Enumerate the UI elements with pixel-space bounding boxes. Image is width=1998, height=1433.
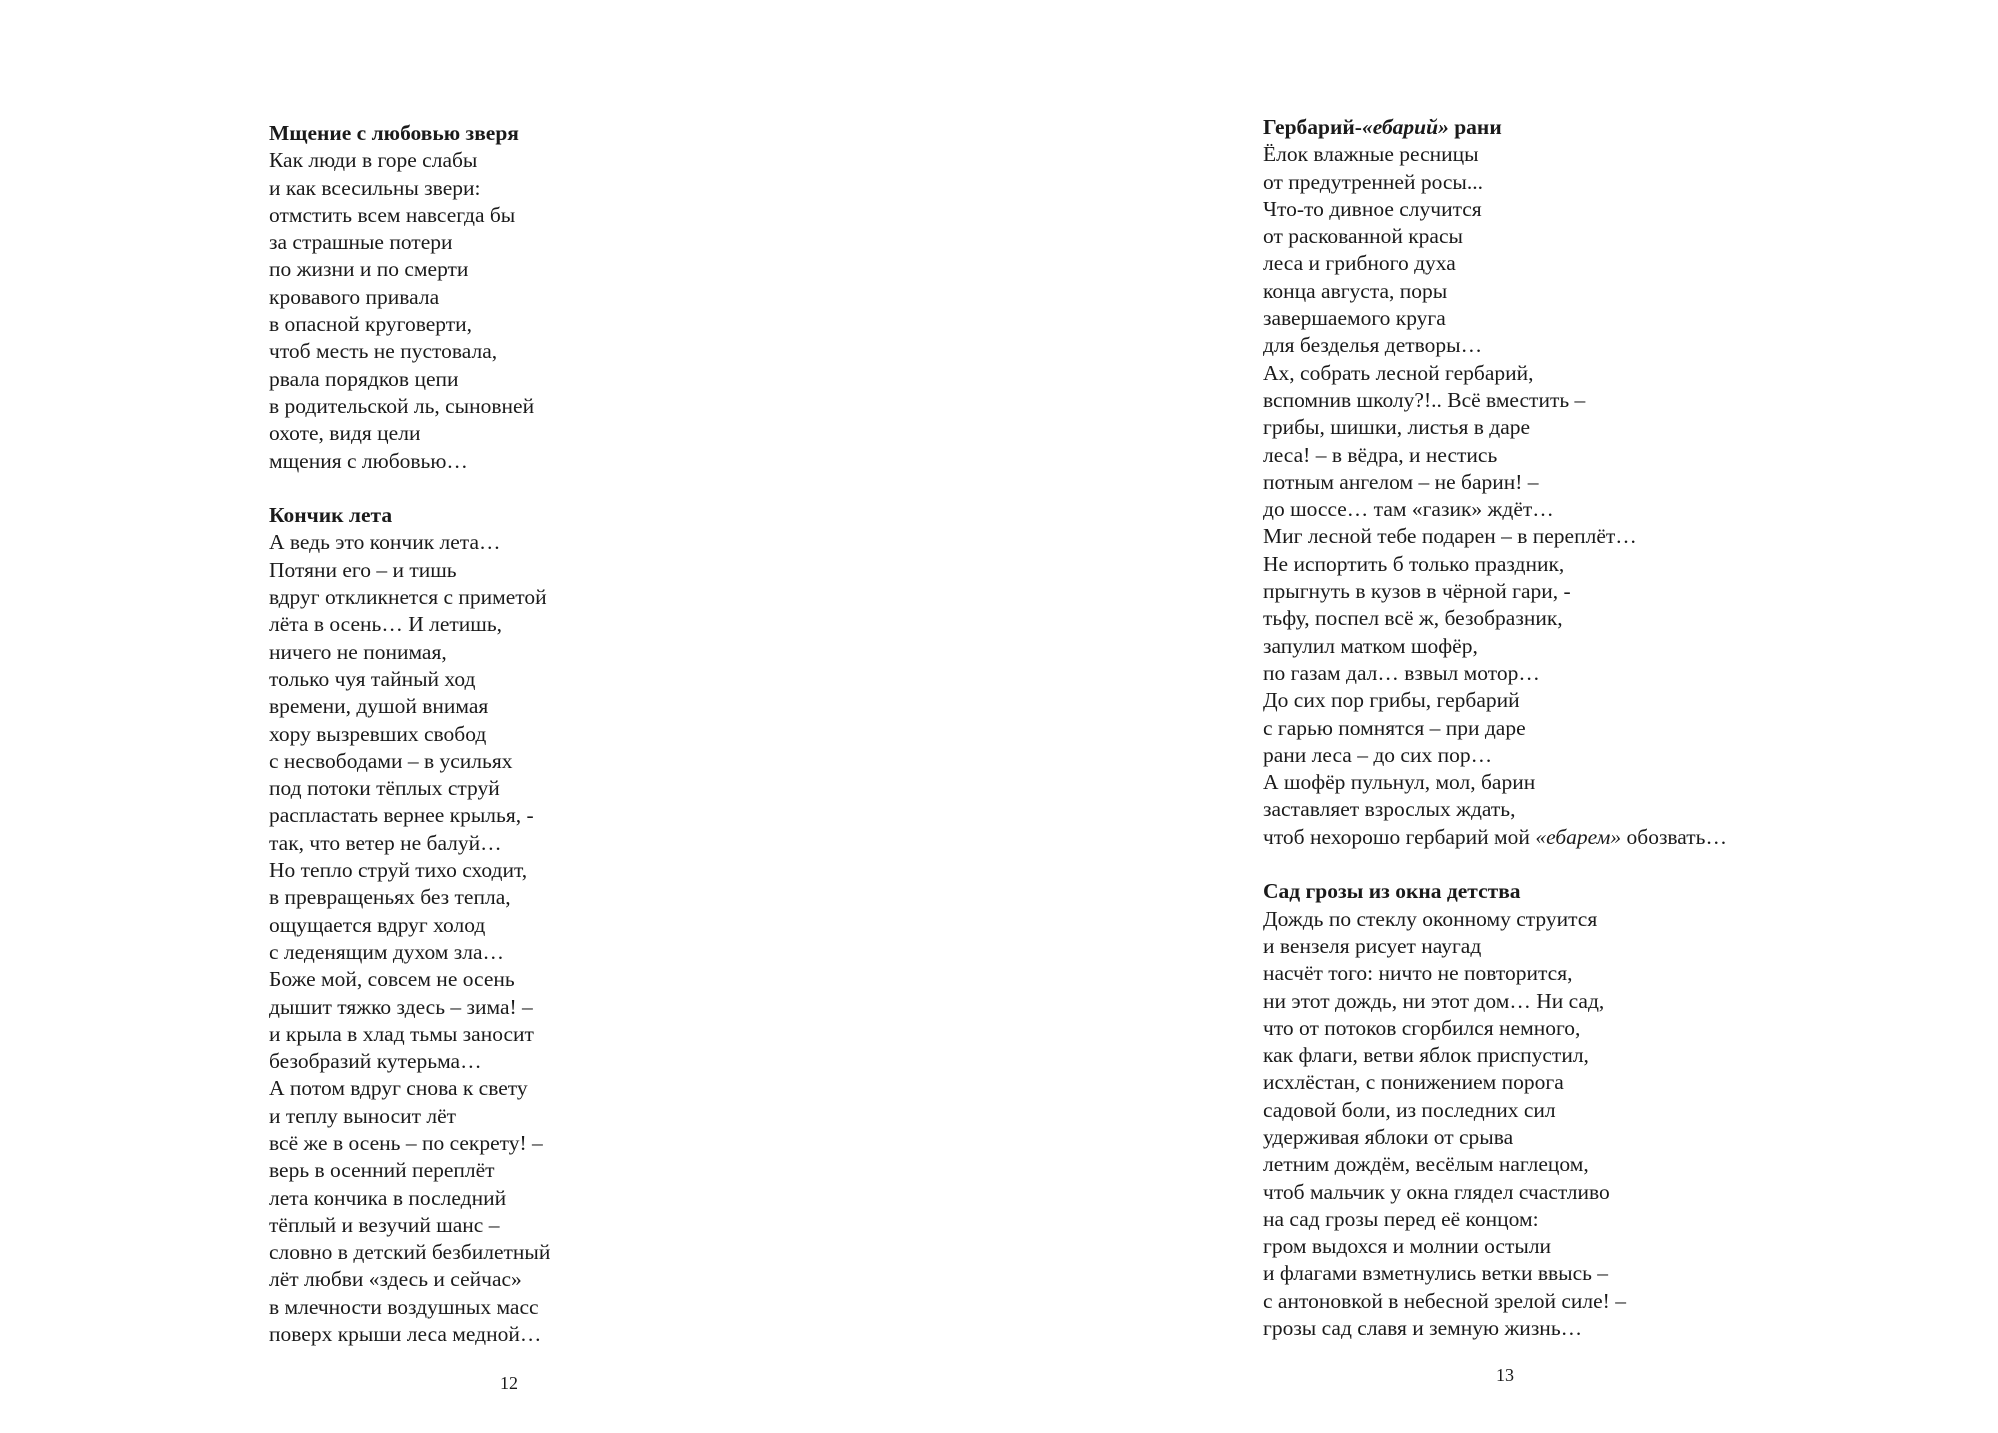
poem-line: лёта в осень… И летишь,: [269, 612, 503, 637]
poem-line: грибы, шишки, листья в даре: [1263, 415, 1531, 440]
poem-line: конца августа, поры: [1263, 278, 1448, 303]
poem-herbarium: [1263, 114, 1727, 851]
poem-line: грозы сад славя и земную жизнь…: [1263, 1316, 1583, 1341]
poem-line: с несвободами – в усильях: [269, 748, 513, 773]
poem-storm-garden: [1263, 878, 1727, 1342]
poem-line: гром выдохся и молнии остыли: [1263, 1234, 1552, 1259]
poem-line: и вензеля рисует наугад: [1263, 933, 1482, 958]
poem-line: рвала порядков цепи: [269, 366, 459, 391]
poem-line: мщения с любовью…: [269, 448, 468, 473]
poem-line: Дождь по стеклу оконному струится: [1263, 906, 1598, 931]
poem-line: верь в осенний переплёт: [269, 1158, 495, 1183]
poem-line: поверх крыши леса медной…: [269, 1322, 542, 1347]
poem-line: А шофёр пульнул, мол, барин: [1263, 770, 1536, 795]
right-page-text: [1263, 114, 1727, 1342]
poem-line: хору вызревших свобод: [269, 721, 487, 746]
poem-line: Потяни его – и тишь: [269, 557, 457, 582]
poem-line: рани леса – до сих пор…: [1263, 742, 1493, 767]
poem-line: и флагами взметнулись ветки ввысь –: [1263, 1261, 1609, 1286]
poem-line: запулил матком шофёр,: [1263, 633, 1478, 658]
poem-line: и теплу выносит лёт: [269, 1103, 457, 1128]
poem-line: дышит тяжко здесь – зима! –: [269, 994, 533, 1019]
poem-line: времени, душой внимая: [269, 694, 489, 719]
poem-line: ощущается вдруг холод: [269, 912, 486, 937]
poem-line-part: обозвать…: [1621, 824, 1727, 849]
poem-line: за страшные потери: [269, 230, 453, 255]
poem-line: исхлёстан, с понижением порога: [1263, 1070, 1564, 1095]
poem-line: насчёт того: ничто не повторится,: [1263, 961, 1573, 986]
poem-line: Но тепло струй тихо сходит,: [269, 858, 528, 883]
poem-line: и как всесильны звери:: [269, 175, 481, 200]
poem-line: в превращеньях без тепла,: [269, 885, 511, 910]
poem-line: удерживая яблоки от срыва: [1263, 1124, 1514, 1149]
poem-line-italic-part: «ебарем»: [1535, 824, 1622, 849]
poem-line: и крыла в хлад тьмы заносит: [269, 1021, 534, 1046]
poem-line: охоте, видя цели: [269, 421, 421, 446]
right-page: [999, 0, 1998, 1433]
poem-title-italic-part: «ебарий»: [1361, 115, 1449, 139]
poem-line: Миг лесной тебе подарен – в переплёт…: [1263, 524, 1637, 549]
poem-line: от предутренней росы...: [1263, 169, 1483, 194]
poem-line: До сих пор грибы, гербарий: [1263, 688, 1520, 713]
poem-line: чтоб мальчик у окна глядел счастливо: [1263, 1179, 1610, 1204]
poem-line: А ведь это кончик лета…: [269, 530, 501, 555]
poem-line: [1263, 824, 1727, 851]
poem-line: в опасной круговерти,: [269, 312, 473, 337]
poem-line: завершаемого круга: [1263, 306, 1446, 331]
poem-line: потным ангелом – не барин! –: [1263, 469, 1539, 494]
poem-line: с антоновкой в небесной зрелой силе! –: [1263, 1288, 1626, 1313]
poem-line: вспомнив школу?!.. Всё вместить –: [1263, 387, 1586, 412]
poem-line: только чуя тайный ход: [269, 666, 476, 691]
poem-line: садовой боли, из последних сил: [1263, 1097, 1556, 1122]
poem-line: по жизни и по смерти: [269, 257, 469, 282]
page-number: 12: [500, 1373, 518, 1393]
poem-line: ни этот дождь, ни этот дом… Ни сад,: [1263, 988, 1605, 1013]
poem-title: [1263, 114, 1727, 141]
poem-line: вдруг откликнется с приметой: [269, 585, 547, 610]
poem-line: леса и грибного духа: [1263, 251, 1456, 276]
poem-line: словно в детский безбилетный: [269, 1240, 551, 1265]
poem-line: Ах, собрать лесной гербарий,: [1263, 360, 1534, 385]
poem-title: Сад грозы из окна детства: [1263, 879, 1521, 904]
poem-line: лёт любви «здесь и сейчас»: [269, 1267, 522, 1292]
poem-line: всё же в осень – по секрету! –: [269, 1130, 543, 1155]
poem-line: что от потоков сгорбился немного,: [1263, 1015, 1581, 1040]
poem-line: в родительской ль, сыновней: [269, 393, 535, 418]
poem-line: до шоссе… там «газик» ждёт…: [1263, 497, 1554, 522]
poem-line: для безделья детворы…: [1263, 333, 1483, 358]
poem-end-of-summer: [269, 502, 550, 1348]
poem-line: Боже мой, совсем не осень: [269, 967, 515, 992]
poem-line: лета кончика в последний: [269, 1185, 507, 1210]
poem-title: Кончик лета: [269, 503, 393, 528]
poem-line: Как люди в горе слабы: [269, 148, 478, 173]
poem-line: распластать вернее крылья, -: [269, 803, 534, 828]
poem-line: Не испортить б только праздник,: [1263, 551, 1565, 576]
poem-line: Ёлок влажные ресницы: [1263, 142, 1479, 167]
poem-line: с леденящим духом зла…: [269, 939, 505, 964]
poem-title: Мщение с любовью зверя: [269, 121, 519, 145]
poem-line: леса! – в вёдра, и нестись: [1263, 442, 1498, 467]
poem-line: Что-то дивное случится: [1263, 196, 1482, 221]
poem-line: под потоки тёплых струй: [269, 776, 500, 801]
poem-line: ничего не понимая,: [269, 639, 447, 664]
poem-line: в млечности воздушных масс: [269, 1294, 539, 1319]
poem-line: чтоб месть не пустовала,: [269, 339, 498, 364]
poem-lines: [1263, 141, 1727, 823]
poem-line: по газам дал… взвыл мотор…: [1263, 660, 1540, 685]
poem-title-part: Гербарий-: [1263, 115, 1362, 139]
poem-line: прыгнуть в кузов в чёрной гари, -: [1263, 579, 1571, 604]
poem-title-part: рани: [1448, 115, 1502, 139]
left-page-text: [269, 120, 550, 1348]
poem-lines: [269, 147, 550, 475]
poem-line: от раскованной красы: [1263, 224, 1463, 249]
poem-line-part: чтоб нехорошо гербарий мой: [1263, 824, 1536, 849]
poem-lines: [269, 529, 550, 1348]
poem-line: заставляет взрослых ждать,: [1263, 797, 1516, 822]
poem-revenge-with-beast-love: [269, 120, 550, 475]
poem-line: тьфу, поспел всё ж, безобразник,: [1263, 606, 1563, 631]
page-number: 13: [1496, 1365, 1514, 1385]
poem-line: отмстить всем навсегда бы: [269, 202, 516, 227]
poem-line: с гарью помнятся – при даре: [1263, 715, 1526, 740]
poem-line: А потом вдруг снова к свету: [269, 1076, 528, 1101]
poem-lines: [1263, 906, 1727, 1343]
poem-line: кровавого привала: [269, 284, 440, 309]
poem-line: на сад грозы перед её концом:: [1263, 1206, 1539, 1231]
poem-line: так, что ветер не балуй…: [269, 830, 502, 855]
poem-line: тёплый и везучий шанс –: [269, 1212, 500, 1237]
poem-line: как флаги, ветви яблок приспустил,: [1263, 1043, 1589, 1068]
poem-line: безобразий кутерьма…: [269, 1049, 482, 1074]
poem-line: летним дождём, весёлым наглецом,: [1263, 1152, 1589, 1177]
